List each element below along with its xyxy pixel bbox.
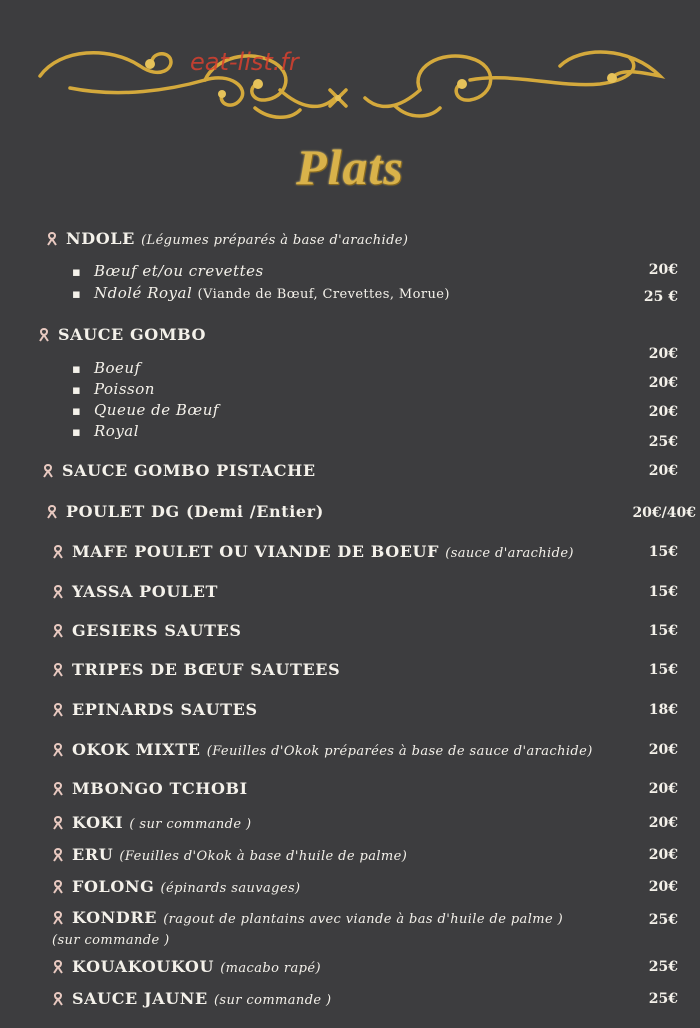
ribbon-icon [52,584,66,603]
price: 20€ [648,815,678,831]
menu-item-poulet-dg [46,502,324,523]
dish-description: (sur commande ) [213,993,332,1008]
menu-item-mafe [52,542,574,563]
dish-name: MBONGO TCHOBI [72,779,248,798]
gold-flourish-ornament [0,28,700,124]
ribbon-icon [38,327,52,346]
ribbon-icon [52,879,66,898]
price: 25€ [648,434,678,450]
dish-name: EPINARDS SAUTES [72,700,258,719]
ribbon-icon [52,702,66,721]
dish-name: ERU [72,845,114,864]
dish-name: KOKI [72,813,124,832]
menu-item-sauce-gombo [38,325,206,346]
ribbon-icon [46,504,60,523]
dish-name: FOLONG [72,877,155,896]
menu-item-eru [52,845,407,866]
ribbon-icon [52,781,66,800]
dish-description: (Feuilles d'Okok préparées à base de sauce d'arachide) [206,744,593,759]
menu-item-tripes-de-boeuf [52,660,340,681]
dish-description: (ragout de plantains avec viande à bas d'huile de palme )(sur commande ) [52,912,564,948]
ribbon-icon [52,815,66,834]
dish-name: MAFE POULET OU VIANDE DE BOEUF [72,542,440,561]
menu-item-sauce-gombo-pistache [42,461,316,482]
sub-item-gombo-boeuf: ▪ Boeuf [72,359,141,377]
price: 15€ [648,623,678,639]
ribbon-icon [52,959,66,978]
dish-name: POULET DG (Demi /Entier) [66,502,324,521]
dish-description: (sauce d'arachide) [445,546,574,561]
dish-name: SAUCE GOMBO [58,325,207,344]
price: 25€ [648,912,678,928]
price: 20€ [648,262,678,278]
price: 20€ [648,847,678,863]
menu-item-ndole [46,229,408,250]
ribbon-icon [52,847,66,866]
menu-item-sauce-jaune [52,989,332,1010]
dish-name: OKOK MIXTE [72,740,201,759]
dish-name: SAUCE GOMBO PISTACHE [62,461,316,480]
dish-name: NDOLE [66,229,135,248]
price: 20€ [648,346,678,362]
sub-item-boeuf-crevettes: ▪ Bœuf et/ou crevettes [72,262,264,280]
dish-name: YASSA POULET [72,582,219,601]
price: 20€ [648,404,678,420]
sub-item-gombo-queue-boeuf: ▪ Queue de Bœuf [72,401,219,419]
ribbon-icon [52,910,66,929]
menu-item-okok-mixte [52,740,593,761]
price: 15€ [648,544,678,560]
price: 25€ [648,991,678,1007]
dish-name: GESIERS SAUTES [72,621,242,640]
ribbon-icon [52,544,66,563]
dish-name: KOUAKOUKOU [72,957,215,976]
menu-item-mbongo-tchobi [52,779,248,800]
price: 15€ [648,662,678,678]
dish-name: TRIPES DE BŒUF SAUTEES [72,660,341,679]
dish-name: KONDRE [72,908,158,927]
price: 20€ [648,742,678,758]
price: 25 € [643,289,678,305]
dish-description: (Feuilles d'Okok à base d'huile de palme) [119,849,408,864]
dish-name: SAUCE JAUNE [72,989,208,1008]
price: 15€ [648,584,678,600]
page-title: Plats [296,139,404,195]
ribbon-icon [52,991,66,1010]
dish-description: (épinards sauvages) [160,881,301,896]
price: 20€ [648,781,678,797]
dish-description: (Légumes préparés à base d'arachide) [141,233,409,248]
ribbon-icon [42,463,56,482]
menu-item-koki [52,813,252,834]
ribbon-icon [52,662,66,681]
price: 20€ [648,463,678,479]
watermark-text: eat-list.fr [190,48,299,76]
dish-description: (macabo rapé) [220,961,321,976]
ribbon-icon [52,623,66,642]
price: 18€ [648,702,678,718]
menu-item-epinards-sautes [52,700,258,721]
dish-description: ( sur commande ) [129,817,252,832]
price: 20€/40€ [632,505,696,521]
ribbon-icon [52,742,66,761]
menu-item-folong [52,877,301,898]
price: 20€ [648,375,678,391]
menu-item-gesiers-sautes [52,621,242,642]
ribbon-icon [46,231,60,250]
sub-item-ndole-royal: ▪ Ndolé Royal (Viande de Bœuf, Crevettes, Morue) [72,284,450,302]
sub-item-gombo-royal: ▪ Royal [72,422,139,440]
sub-item-gombo-poisson: ▪ Poisson [72,380,155,398]
menu-item-kouakoukou [52,957,321,978]
menu-item-yassa-poulet [52,582,218,603]
menu-item-kondre [52,908,572,950]
price: 20€ [648,879,678,895]
price: 25€ [648,959,678,975]
